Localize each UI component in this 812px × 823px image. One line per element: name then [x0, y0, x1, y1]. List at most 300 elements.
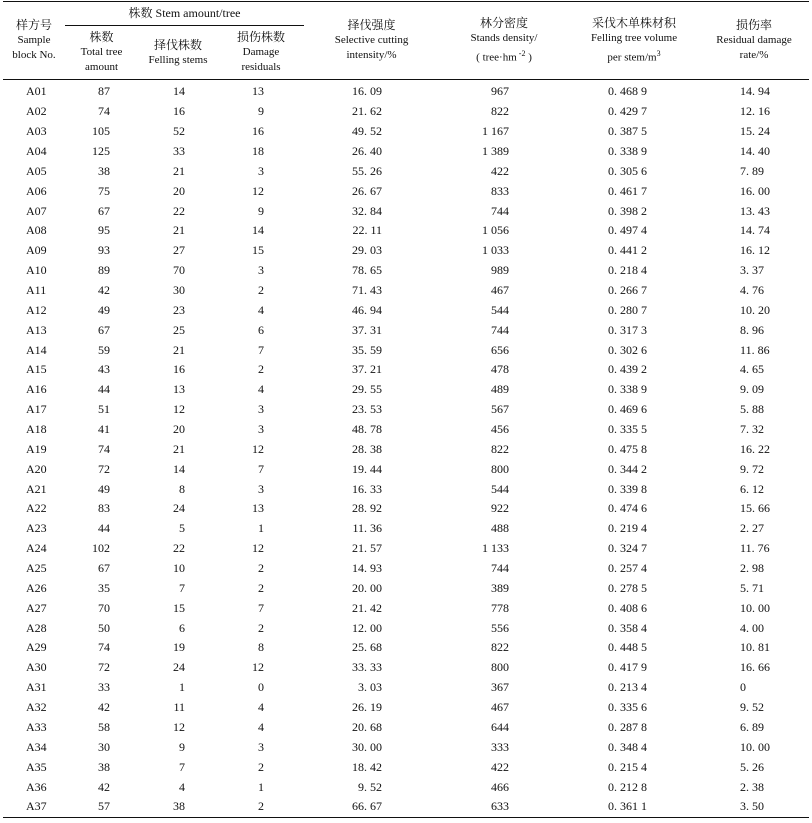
header-density-en2-pre: ( tree·hm — [476, 51, 517, 64]
cell-cutting-intensity: 30. 00 — [352, 739, 383, 754]
cell-damage-rate: 3. 50 — [699, 797, 809, 817]
table-row — [3, 698, 809, 718]
cell-cutting-intensity: 66. 67 — [304, 797, 439, 817]
cell-sample-id: A09 — [26, 243, 47, 258]
cell-damage-rate: 14. 40 — [740, 144, 771, 158]
cell-total-trees: 102 — [92, 541, 110, 556]
cell-damage-residuals: 12 — [252, 183, 265, 198]
cell-tree-volume: 0. 417 9 — [608, 660, 648, 675]
table-row — [3, 340, 809, 360]
cell-damage-residuals: 2 — [218, 797, 304, 817]
cell-stand-density: 656 — [491, 342, 510, 357]
cell-cutting-intensity: 55. 26 — [352, 163, 383, 178]
table-row — [3, 678, 809, 698]
cell-damage-rate: 4. 00 — [740, 620, 765, 635]
header-intensity-en2: intensity/% — [346, 49, 397, 61]
cell-damage-residuals: 3 — [258, 422, 265, 437]
cell-cutting-intensity: 48. 78 — [352, 422, 383, 437]
cell-damage-rate: 14. 94 — [740, 84, 771, 99]
cell-stand-density: 822 — [491, 441, 510, 456]
cell-felling-stems: 13 — [173, 382, 185, 397]
header-volume-en1: Felling tree volume — [590, 31, 678, 44]
table-row — [3, 281, 809, 301]
header-rate-en2: rate/% — [739, 49, 769, 61]
cell-stand-density: 800 — [491, 660, 510, 675]
cell-cutting-intensity: 37. 21 — [352, 362, 383, 377]
header-rate-zh: 损伤率 — [736, 18, 773, 32]
cell-cutting-intensity: 11. 36 — [352, 521, 383, 536]
cell-cutting-intensity: 16. 09 — [352, 84, 383, 99]
header-sample-zh: 样方号 — [15, 18, 52, 32]
cell-cutting-intensity: 9. 52 — [358, 779, 383, 794]
cell-stand-density: 544 — [491, 481, 510, 496]
cell-sample-id: A29 — [26, 640, 47, 655]
cell-damage-rate: 10. 81 — [740, 640, 771, 655]
header-volume-zh: 采伐木单株材积 — [592, 15, 677, 30]
cell-sample-id: A11 — [26, 283, 47, 298]
header-stem-group — [65, 2, 304, 26]
cell-total-trees: 44 — [98, 521, 110, 536]
cell-sample-id: A26 — [26, 580, 47, 595]
cell-damage-residuals: 2 — [258, 561, 265, 576]
cell-stand-density: 389 — [491, 580, 510, 595]
cell-sample-id: A16 — [26, 382, 47, 397]
cell-damage-rate: 15. 24 — [740, 124, 771, 139]
cell-damage-rate: 2. 98 — [740, 561, 765, 576]
cell-damage-rate: 8. 96 — [740, 322, 765, 337]
cell-damage-residuals: 2 — [258, 283, 265, 298]
table-row — [3, 519, 809, 539]
cell-cutting-intensity: 78. 65 — [352, 263, 383, 278]
cell-cutting-intensity: 19. 44 — [352, 461, 383, 476]
cell-tree-volume: 0. 280 7 — [608, 302, 648, 317]
header-total-en2: amount — [85, 61, 118, 73]
cell-tree-volume: 0. 461 7 — [608, 183, 648, 198]
cell-damage-residuals: 3 — [258, 481, 265, 496]
cell-total-trees: 44 — [98, 382, 110, 397]
table-row — [3, 201, 809, 221]
cell-damage-residuals: 1 — [258, 521, 265, 536]
cell-stand-density: 1 033 — [482, 243, 510, 258]
cell-total-trees: 75 — [98, 183, 110, 198]
cell-tree-volume: 0. 215 4 — [608, 759, 648, 774]
cell-sample-id: A14 — [26, 342, 47, 357]
table-row — [3, 559, 809, 579]
header-total-en1: Total tree — [80, 46, 123, 58]
table-row — [3, 300, 809, 320]
table-row — [3, 102, 809, 122]
cell-total-trees: 58 — [98, 719, 110, 734]
cell-sample-id: A12 — [26, 302, 47, 317]
cell-damage-residuals: 4 — [258, 700, 265, 715]
cell-sample-id: A21 — [26, 481, 47, 496]
cell-stand-density: 633 — [439, 797, 569, 817]
cell-damage-residuals: 3 — [258, 163, 265, 178]
header-rate-en1: Residual damage — [716, 34, 792, 46]
cell-stand-density: 422 — [491, 759, 510, 774]
cell-cutting-intensity: 26. 19 — [352, 700, 383, 715]
cell-sample-id: A15 — [26, 362, 47, 377]
cell-cutting-intensity: 37. 31 — [352, 322, 383, 337]
cell-total-trees: 72 — [98, 461, 110, 476]
cell-cutting-intensity: 26. 67 — [352, 183, 383, 198]
cell-felling-stems: 20 — [173, 422, 185, 437]
header-sample-en2: block No. — [12, 49, 56, 61]
cell-damage-rate: 16. 12 — [740, 243, 771, 258]
cell-tree-volume: 0. 408 6 — [608, 600, 648, 615]
header-felling-zh: 择伐株数 — [153, 37, 202, 52]
cell-sample-id: A20 — [26, 461, 47, 476]
table-row — [3, 161, 809, 181]
cell-cutting-intensity: 20. 68 — [352, 719, 383, 734]
cell-damage-rate: 15. 66 — [740, 501, 771, 516]
cell-sample-id: A27 — [26, 600, 47, 615]
cell-cutting-intensity: 35. 59 — [352, 342, 383, 357]
cell-total-trees: 93 — [98, 243, 110, 258]
cell-tree-volume: 0. 218 4 — [608, 263, 648, 278]
cell-felling-stems: 1 — [179, 680, 185, 695]
cell-total-trees: 74 — [98, 640, 110, 655]
cell-stand-density: 456 — [491, 422, 510, 437]
table-row — [3, 320, 809, 340]
cell-stand-density: 833 — [491, 183, 510, 198]
cell-tree-volume: 0. 338 9 — [608, 382, 648, 397]
table-row — [3, 737, 809, 757]
cell-cutting-intensity: 28. 92 — [352, 501, 383, 516]
cell-cutting-intensity: 22. 11 — [352, 223, 383, 238]
cell-total-trees: 72 — [98, 660, 110, 675]
cell-sample-id: A03 — [26, 124, 47, 139]
cell-stand-density: 422 — [491, 163, 510, 178]
cell-tree-volume: 0. 448 5 — [608, 640, 648, 655]
header-density-en2 — [439, 46, 569, 66]
table-row — [3, 618, 809, 638]
cell-damage-rate: 14. 74 — [740, 223, 771, 238]
cell-sample-id: A10 — [26, 263, 47, 278]
cell-tree-volume: 0. 266 7 — [608, 283, 648, 298]
cell-total-trees: 41 — [98, 422, 110, 437]
header-sample — [3, 2, 65, 80]
cell-total-trees: 38 — [98, 163, 110, 178]
cell-felling-stems: 9 — [179, 739, 185, 754]
table-row — [3, 261, 809, 281]
cell-total-trees: 49 — [98, 481, 110, 496]
table-row — [3, 221, 809, 241]
cell-damage-rate: 9. 72 — [740, 461, 765, 476]
cell-damage-residuals: 2 — [258, 759, 265, 774]
cell-tree-volume: 0. 219 4 — [608, 521, 648, 536]
cell-damage-residuals: 13 — [252, 501, 265, 516]
cell-sample-id: A18 — [26, 422, 47, 437]
cell-damage-residuals: 12 — [252, 541, 265, 556]
cell-tree-volume: 0. 317 3 — [608, 322, 648, 337]
cell-sample-id: A05 — [26, 163, 47, 178]
cell-sample-id: A35 — [26, 759, 47, 774]
table-row — [3, 578, 809, 598]
cell-sample-id: A01 — [26, 84, 47, 99]
cell-damage-residuals: 4 — [258, 382, 265, 397]
cell-felling-stems: 21 — [173, 223, 185, 238]
cell-damage-rate: 5. 71 — [740, 580, 765, 595]
cell-sample-id: A06 — [26, 183, 47, 198]
table-row — [3, 360, 809, 380]
cell-tree-volume: 0. 429 7 — [608, 104, 648, 119]
cell-stand-density: 967 — [491, 84, 510, 99]
cell-felling-stems: 8 — [179, 481, 185, 496]
cell-damage-residuals: 9 — [258, 203, 265, 218]
cell-tree-volume: 0. 339 8 — [608, 481, 648, 496]
cell-damage-rate: 2. 27 — [740, 521, 765, 536]
table-row — [3, 181, 809, 201]
header-total-zh: 株数 — [89, 30, 114, 44]
cell-felling-stems: 11 — [173, 700, 185, 715]
cell-damage-rate: 16. 22 — [740, 441, 771, 456]
cell-tree-volume: 0. 475 8 — [608, 441, 648, 456]
cell-damage-residuals: 3 — [258, 739, 265, 754]
cell-damage-rate: 6. 12 — [740, 481, 765, 496]
cell-damage-rate: 6. 89 — [740, 719, 765, 734]
cell-damage-rate: 0 — [740, 680, 747, 695]
cell-sample-id: A25 — [26, 561, 47, 576]
header-total — [65, 26, 138, 80]
cell-felling-stems: 27 — [173, 243, 185, 258]
cell-felling-stems: 70 — [173, 263, 185, 278]
header-damage-zh: 损伤株数 — [237, 30, 286, 44]
cell-damage-residuals: 12 — [252, 660, 265, 675]
table-row — [3, 80, 809, 102]
cell-damage-residuals: 4 — [258, 302, 265, 317]
cell-damage-residuals: 18 — [252, 144, 265, 158]
header-volume-en2-pre: per stem/m — [607, 51, 657, 64]
cell-stand-density: 467 — [491, 700, 510, 715]
cell-damage-residuals: 3 — [258, 263, 265, 278]
cell-stand-density: 467 — [491, 283, 510, 298]
cell-tree-volume: 0. 338 9 — [608, 144, 648, 158]
header-damage — [218, 26, 304, 80]
cell-stand-density: 367 — [491, 680, 510, 695]
cell-damage-residuals: 0 — [258, 680, 265, 695]
cell-felling-stems: 52 — [173, 124, 185, 139]
cell-damage-rate: 5. 88 — [740, 402, 765, 417]
cell-tree-volume: 0. 302 6 — [608, 342, 648, 357]
cell-tree-volume: 0. 278 5 — [608, 580, 648, 595]
header-density — [439, 2, 569, 80]
cell-tree-volume: 0. 497 4 — [608, 223, 648, 238]
cell-sample-id: A34 — [26, 739, 47, 754]
cell-damage-residuals: 1 — [258, 779, 265, 794]
cell-felling-stems: 14 — [173, 84, 185, 99]
cell-cutting-intensity: 71. 43 — [352, 283, 383, 298]
cell-cutting-intensity: 33. 33 — [352, 660, 383, 675]
cell-stand-density: 567 — [491, 402, 510, 417]
cell-damage-residuals: 7 — [258, 461, 265, 476]
cell-cutting-intensity: 12. 00 — [352, 620, 383, 635]
cell-tree-volume: 0. 361 1 — [569, 797, 699, 817]
cell-stand-density: 644 — [491, 719, 510, 734]
cell-damage-residuals: 3 — [258, 402, 265, 417]
header-intensity-zh: 择伐强度 — [347, 18, 396, 32]
cell-felling-stems: 16 — [173, 104, 185, 119]
cell-sample-id: A37 — [3, 797, 65, 817]
cell-cutting-intensity: 16. 33 — [352, 481, 383, 496]
cell-felling-stems: 24 — [173, 660, 185, 675]
cell-damage-residuals: 13 — [252, 84, 265, 99]
cell-cutting-intensity: 28. 38 — [352, 441, 383, 456]
cell-total-trees: 42 — [98, 779, 110, 794]
cell-total-trees: 89 — [98, 263, 110, 278]
header-rate — [699, 2, 809, 80]
cell-total-trees: 33 — [98, 680, 110, 695]
cell-total-trees: 35 — [98, 580, 110, 595]
cell-cutting-intensity: 23. 53 — [352, 402, 383, 417]
cell-stand-density: 478 — [491, 362, 510, 377]
cell-felling-stems: 38 — [138, 797, 218, 817]
cell-stand-density: 1 056 — [482, 223, 510, 238]
cell-total-trees: 59 — [98, 342, 110, 357]
header-stem-group-zh: 株数 — [128, 6, 153, 20]
header-volume-en2 — [569, 46, 699, 66]
cell-damage-residuals: 2 — [258, 620, 265, 635]
cell-felling-stems: 24 — [173, 501, 185, 516]
cell-sample-id: A02 — [26, 104, 47, 119]
cell-sample-id: A23 — [26, 521, 47, 536]
cell-damage-rate: 10. 00 — [740, 600, 771, 615]
cell-felling-stems: 23 — [173, 302, 185, 317]
cell-damage-residuals: 2 — [258, 362, 265, 377]
cell-sample-id: A31 — [26, 680, 47, 695]
cell-felling-stems: 19 — [173, 640, 185, 655]
cell-total-trees: 51 — [98, 402, 110, 417]
cell-total-trees: 42 — [98, 700, 110, 715]
cell-damage-rate: 7. 32 — [740, 422, 765, 437]
cell-damage-rate: 7. 89 — [740, 163, 765, 178]
cell-stand-density: 744 — [491, 322, 510, 337]
header-density-zh: 林分密度 — [480, 15, 529, 30]
table-body — [3, 80, 809, 818]
cell-tree-volume: 0. 387 5 — [608, 124, 648, 139]
cell-tree-volume: 0. 344 2 — [608, 461, 648, 476]
header-stem-group-en: Stem amount/tree — [155, 6, 241, 20]
cell-damage-rate: 10. 00 — [740, 739, 771, 754]
cell-total-trees: 125 — [92, 144, 110, 158]
table-row — [3, 539, 809, 559]
cell-damage-residuals: 16 — [252, 124, 265, 139]
header-volume-en2-sup: 3 — [656, 48, 661, 58]
header-damage-en2: residuals — [241, 61, 281, 73]
data-table — [3, 1, 809, 818]
cell-stand-density: 922 — [491, 501, 510, 516]
cell-sample-id: A07 — [26, 203, 47, 218]
cell-total-trees: 83 — [98, 501, 110, 516]
cell-damage-residuals: 12 — [252, 441, 265, 456]
cell-felling-stems: 4 — [179, 779, 185, 794]
cell-felling-stems: 5 — [179, 521, 185, 536]
cell-stand-density: 822 — [491, 104, 510, 119]
cell-felling-stems: 7 — [179, 759, 185, 774]
cell-tree-volume: 0. 468 9 — [608, 84, 648, 99]
cell-damage-rate: 5. 26 — [740, 759, 765, 774]
cell-stand-density: 466 — [491, 779, 510, 794]
cell-cutting-intensity: 21. 57 — [352, 541, 383, 556]
cell-damage-rate: 3. 37 — [740, 263, 765, 278]
cell-damage-residuals: 9 — [258, 104, 265, 119]
cell-stand-density: 1 167 — [482, 124, 510, 139]
cell-total-trees: 57 — [65, 797, 138, 817]
cell-tree-volume: 0. 439 2 — [608, 362, 648, 377]
cell-felling-stems: 12 — [173, 402, 185, 417]
cell-stand-density: 333 — [491, 739, 510, 754]
table-row — [3, 757, 809, 777]
cell-total-trees: 67 — [98, 203, 110, 218]
cell-damage-residuals: 7 — [258, 600, 265, 615]
cell-cutting-intensity: 49. 52 — [352, 124, 383, 139]
header-density-en2-post: ) — [525, 51, 532, 64]
cell-stand-density: 1 389 — [482, 144, 510, 158]
cell-felling-stems: 21 — [173, 342, 185, 357]
cell-total-trees: 67 — [98, 561, 110, 576]
cell-tree-volume: 0. 287 8 — [608, 719, 648, 734]
cell-sample-id: A28 — [26, 620, 47, 635]
cell-tree-volume: 0. 469 6 — [608, 402, 648, 417]
cell-tree-volume: 0. 358 4 — [608, 620, 648, 635]
cell-damage-residuals: 4 — [258, 719, 265, 734]
cell-stand-density: 489 — [491, 382, 510, 397]
cell-felling-stems: 21 — [173, 441, 185, 456]
table-row — [3, 638, 809, 658]
cell-stand-density: 744 — [491, 203, 510, 218]
header-damage-en1: Damage — [242, 46, 280, 58]
cell-felling-stems: 6 — [179, 620, 185, 635]
cell-total-trees: 74 — [98, 104, 110, 119]
cell-sample-id: A22 — [26, 501, 47, 516]
cell-total-trees: 70 — [98, 600, 110, 615]
cell-felling-stems: 20 — [173, 183, 185, 198]
header-intensity — [304, 2, 439, 80]
cell-damage-rate: 10. 20 — [740, 302, 771, 317]
cell-cutting-intensity: 46. 94 — [352, 302, 383, 317]
cell-sample-id: A36 — [26, 779, 47, 794]
cell-felling-stems: 16 — [173, 362, 185, 377]
cell-cutting-intensity: 29. 55 — [352, 382, 383, 397]
cell-felling-stems: 33 — [173, 144, 185, 158]
cell-damage-rate: 11. 76 — [740, 541, 770, 556]
table-row — [3, 420, 809, 440]
cell-felling-stems: 25 — [173, 322, 185, 337]
table-row — [3, 142, 809, 162]
header-volume — [569, 2, 699, 80]
cell-sample-id: A30 — [26, 660, 47, 675]
table-row — [3, 479, 809, 499]
table-row — [3, 241, 809, 261]
cell-stand-density: 488 — [491, 521, 510, 536]
cell-damage-rate: 13. 43 — [740, 203, 771, 218]
cell-damage-residuals: 8 — [258, 640, 265, 655]
cell-tree-volume: 0. 305 6 — [608, 163, 648, 178]
cell-damage-rate: 12. 16 — [740, 104, 771, 119]
cell-damage-rate: 16. 00 — [740, 183, 771, 198]
cell-cutting-intensity: 32. 84 — [352, 203, 383, 218]
table-row — [3, 499, 809, 519]
cell-damage-rate: 9. 09 — [740, 382, 765, 397]
cell-sample-id: A13 — [26, 322, 47, 337]
cell-tree-volume: 0. 441 2 — [608, 243, 648, 258]
cell-stand-density: 744 — [491, 561, 510, 576]
cell-felling-stems: 12 — [173, 719, 185, 734]
cell-damage-residuals: 14 — [252, 223, 265, 238]
header-felling — [138, 26, 218, 80]
cell-sample-id: A33 — [26, 719, 47, 734]
cell-cutting-intensity: 25. 68 — [352, 640, 383, 655]
